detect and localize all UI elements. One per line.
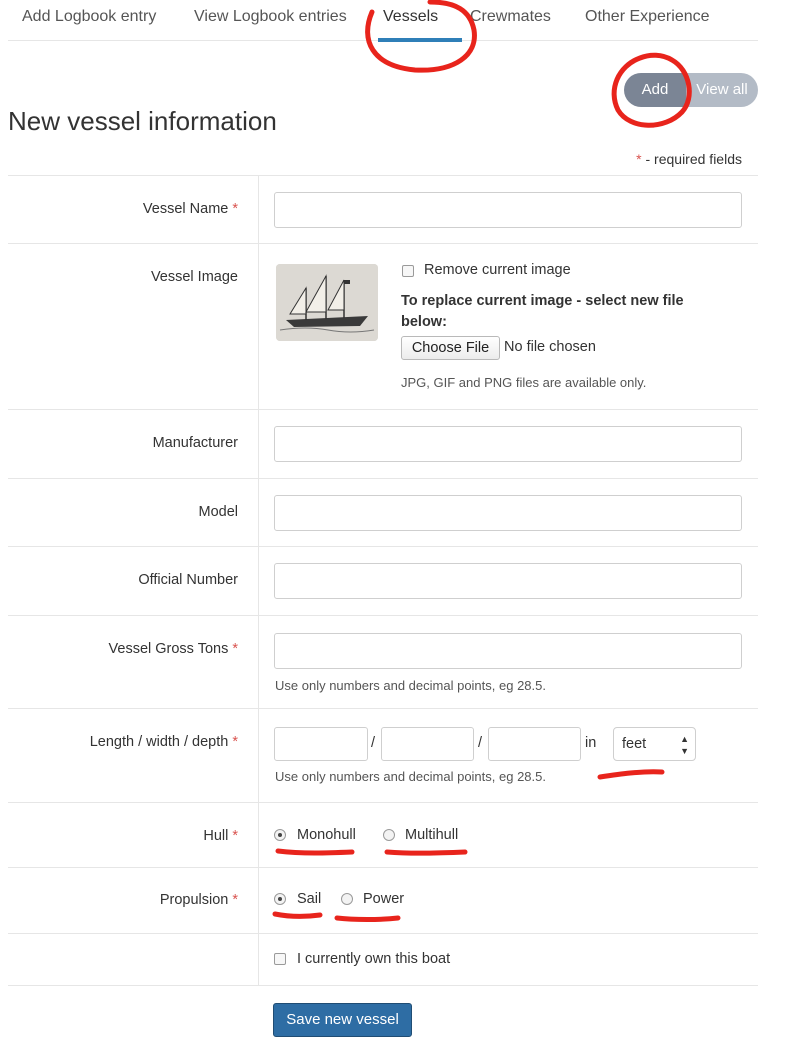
- add-button[interactable]: Add: [624, 73, 686, 107]
- vessel-form: [8, 175, 758, 986]
- tab-crewmates[interactable]: Crewmates: [470, 8, 551, 25]
- monohull-radio[interactable]: [274, 829, 286, 841]
- dimensions-help: Use only numbers and decimal points, eg 28.5.: [275, 769, 546, 784]
- tab-add-logbook-entry[interactable]: Add Logbook entry: [22, 8, 157, 25]
- required-fields-note: [636, 151, 742, 167]
- sail-label: Sail: [297, 891, 322, 907]
- dim-separator: /: [371, 735, 376, 751]
- own-boat-checkbox[interactable]: [274, 953, 286, 965]
- row-official-number: [8, 546, 758, 615]
- select-arrows-icon: ▲ ▼: [680, 734, 689, 756]
- gross-tons-label: Vessel Gross Tons *: [108, 641, 238, 657]
- choose-file-button[interactable]: Choose File: [401, 336, 500, 360]
- row-hull: [8, 802, 758, 867]
- row-gross-tons: [8, 615, 758, 708]
- active-tab-indicator: [378, 38, 462, 42]
- manufacturer-input[interactable]: [274, 426, 742, 462]
- replace-image-instructions: To replace current image - select new file: [401, 293, 684, 309]
- row-vessel-image: [8, 243, 758, 409]
- replace-image-instructions-cont: below:: [401, 314, 447, 330]
- row-propulsion: [8, 867, 758, 933]
- view-all-button[interactable]: View all: [686, 73, 758, 107]
- ship-sketch-icon: [276, 264, 378, 341]
- required-fields-text: - required fields: [641, 151, 742, 167]
- tab-vessels[interactable]: Vessels: [383, 8, 439, 25]
- dim-separator: /: [478, 735, 483, 751]
- row-model: [8, 478, 758, 546]
- power-radio[interactable]: [341, 893, 353, 905]
- tab-other-experience[interactable]: Other Experience: [585, 8, 710, 25]
- page-title: New vessel information: [8, 106, 277, 136]
- own-boat-label: I currently own this boat: [297, 951, 451, 967]
- vessel-image-thumbnail: [276, 264, 378, 341]
- required-star: *: [636, 151, 642, 167]
- remove-image-checkbox[interactable]: [402, 265, 414, 277]
- monohull-label: Monohull: [297, 827, 356, 843]
- power-label: Power: [363, 891, 405, 907]
- hull-label: Hull *: [203, 828, 238, 844]
- width-input[interactable]: [381, 727, 474, 761]
- length-input[interactable]: [274, 727, 368, 761]
- gross-tons-help: Use only numbers and decimal points, eg 28.5.: [275, 678, 546, 693]
- row-manufacturer: [8, 409, 758, 478]
- row-own-boat: [8, 933, 758, 986]
- row-vessel-name: [8, 175, 758, 243]
- no-file-chosen-text: No file chosen: [504, 339, 596, 355]
- save-new-vessel-button[interactable]: Save new vessel: [273, 1003, 412, 1037]
- multihull-label: Multihull: [405, 827, 459, 843]
- vessel-image-label: Vessel Image: [150, 269, 238, 285]
- gross-tons-input[interactable]: [274, 633, 742, 669]
- tab-view-logbook-entries[interactable]: View Logbook entries: [194, 8, 347, 25]
- unit-select[interactable]: [613, 727, 696, 761]
- depth-input[interactable]: [488, 727, 581, 761]
- vessel-name-input[interactable]: [274, 192, 742, 228]
- unit-select-value: feet: [622, 736, 647, 752]
- model-label: Model: [198, 504, 238, 520]
- sail-radio[interactable]: [274, 893, 286, 905]
- unit-in-label: in: [585, 735, 597, 751]
- image-format-note: JPG, GIF and PNG files are available only.: [401, 375, 647, 390]
- vessel-tabs: [8, 0, 758, 41]
- dimensions-label: Length / width / depth *: [89, 734, 238, 750]
- multihull-radio[interactable]: [383, 829, 395, 841]
- official-number-input[interactable]: [274, 563, 742, 599]
- propulsion-label: Propulsion *: [159, 892, 238, 908]
- row-dimensions: [8, 708, 758, 802]
- official-number-label: Official Number: [138, 572, 238, 588]
- manufacturer-label: Manufacturer: [152, 435, 238, 451]
- model-input[interactable]: [274, 495, 742, 531]
- vessel-name-label: Vessel Name *: [142, 201, 238, 217]
- remove-image-label: Remove current image: [424, 262, 571, 278]
